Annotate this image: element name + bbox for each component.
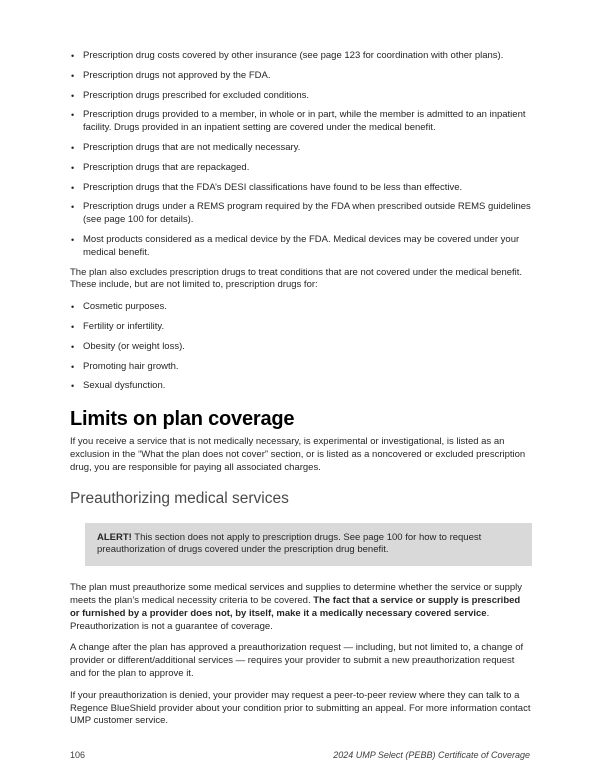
list-item: • Prescription drugs not approved by the FDA. xyxy=(70,70,532,83)
list-item: • Obesity (or weight loss). xyxy=(70,341,532,354)
list-item: • Prescription drugs that are not medically necessary. xyxy=(70,142,532,155)
list-item: • Prescription drugs under a REMS program required by the FDA when prescribed outside REMS guidelines (see page 100 for details). xyxy=(70,201,532,227)
preauth-paragraph-3: If your preauthorization is denied, your provider may request a peer-to-peer review where they can talk to a Regence BlueShield provider about your condition prior to submitting an appeal. For more information contact UMP customer service. xyxy=(70,689,531,727)
list-item: • Prescription drug costs covered by other insurance (see page 123 for coordination with other plans). xyxy=(70,50,532,63)
list-item: • Prescription drugs provided to a member, in whole or in part, while the member is admitted to an inpatient facility. Drugs provided in an inpatient setting are covered under the medical benefit. xyxy=(70,109,532,135)
list-item: • Promoting hair growth. xyxy=(70,361,532,374)
alert-box xyxy=(85,523,532,567)
section-heading-limits: Limits on plan coverage xyxy=(70,408,295,431)
limits-body-paragraph: If you receive a service that is not medically necessary, is experimental or investigational, is listed as an exclusion in the “What the plan does not cover” section, or is listed as a noncovered or excluded prescription drug, you are responsible for paying all associated charges. xyxy=(70,436,526,473)
page-number: 106 xyxy=(70,750,86,760)
list-item: • Most products considered as a medical device by the FDA. Medical devices may be covered under your medical benefit. xyxy=(70,234,532,260)
alert-body: This section does not apply to prescription drugs. See page 100 for how to request preauthorization of drugs covered under the prescription drug benefit. xyxy=(97,531,482,556)
paragraph-bold-text: The fact that a service or supply is prescribed or furnished by a provider does not, by itself, make it a medically necessary covered service xyxy=(70,594,521,619)
subsection-heading-preauthorizing: Preauthorizing medical services xyxy=(70,489,289,507)
condition-bullet-list xyxy=(70,301,532,393)
footer-document-title: 2024 UMP Select (PEBB) Certificate of Coverage xyxy=(333,750,530,760)
list-item: • Sexual dysfunction. xyxy=(70,380,532,393)
paragraph-text: The plan must preauthorize some medical services and supplies to determine whether the service or supply meets the plan’s medical necessity criteria to be covered. xyxy=(70,582,523,606)
list-item: • Prescription drugs that are repackaged. xyxy=(70,162,532,175)
list-item: • Prescription drugs prescribed for excluded conditions. xyxy=(70,90,532,103)
alert-label: ALERT! xyxy=(97,531,132,543)
preauth-paragraph-2: A change after the plan has approved a preauthorization request — including, but not limited to, a change of provider or different/additional services — requires your provider to submit a new preauthorization request and for the plan to approve it. xyxy=(70,642,524,679)
exclusion-bullet-list xyxy=(70,50,532,260)
preauth-paragraph-1 xyxy=(70,582,532,633)
list-item: • Cosmetic purposes. xyxy=(70,301,532,314)
page-content xyxy=(70,50,532,737)
excluded-conditions-intro: The plan also excludes prescription drugs to treat conditions that are not covered under the medical benefit. These include, but are not limited to, prescription drugs for: xyxy=(70,266,523,291)
alert-text xyxy=(97,532,520,558)
paragraph-text: . Preauthorization is not a guarantee of coverage. xyxy=(70,607,490,632)
page-footer xyxy=(70,750,530,760)
list-item: • Prescription drugs that the FDA’s DESI classifications have found to be less than effective. xyxy=(70,182,532,195)
list-item: • Fertility or infertility. xyxy=(70,321,532,334)
